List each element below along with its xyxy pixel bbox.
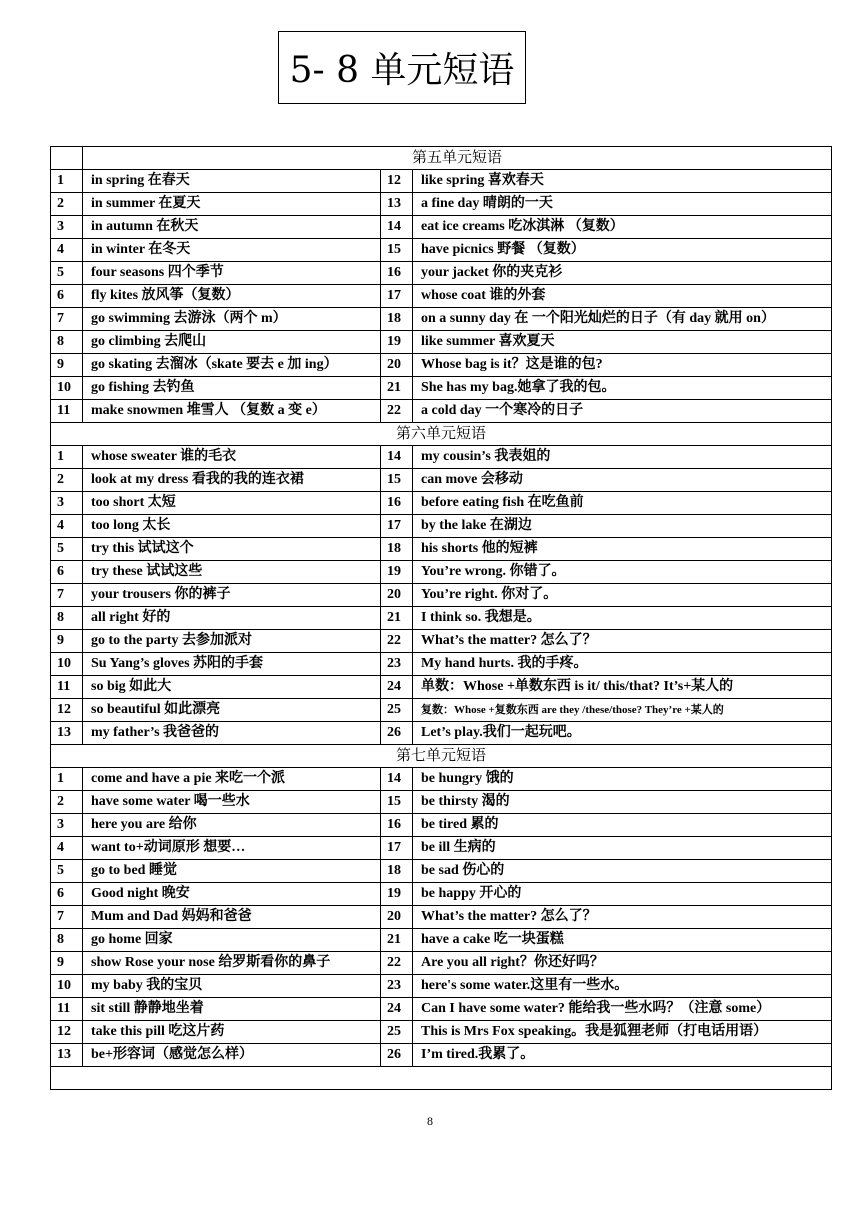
left-phrase: try these 试试这些 <box>83 561 381 584</box>
phrase-row <box>51 929 832 952</box>
right-number: 15 <box>381 239 413 262</box>
left-number: 7 <box>51 308 83 331</box>
right-number: 25 <box>381 1021 413 1044</box>
phrase-row <box>51 906 832 929</box>
phrase-row <box>51 607 832 630</box>
phrase-row <box>51 193 832 216</box>
left-phrase: go home 回家 <box>83 929 381 952</box>
phrase-row <box>51 239 832 262</box>
right-number: 15 <box>381 791 413 814</box>
blank-cell <box>51 147 83 170</box>
right-phrase: by the lake 在湖边 <box>413 515 832 538</box>
left-number: 5 <box>51 262 83 285</box>
blank-cell <box>51 1067 832 1090</box>
left-number: 3 <box>51 814 83 837</box>
right-number: 16 <box>381 492 413 515</box>
right-number: 17 <box>381 285 413 308</box>
left-phrase: sit still 静静地坐着 <box>83 998 381 1021</box>
left-phrase: so big 如此大 <box>83 676 381 699</box>
phrase-row <box>51 975 832 998</box>
right-number: 23 <box>381 653 413 676</box>
left-number: 10 <box>51 975 83 998</box>
phrase-row <box>51 469 832 492</box>
right-phrase: have a cake 吃一块蛋糕 <box>413 929 832 952</box>
left-number: 7 <box>51 906 83 929</box>
right-phrase: can move 会移动 <box>413 469 832 492</box>
phrase-row <box>51 400 832 423</box>
phrase-row <box>51 653 832 676</box>
left-number: 9 <box>51 630 83 653</box>
left-number: 4 <box>51 837 83 860</box>
right-number: 14 <box>381 446 413 469</box>
right-phrase: You’re right. 你对了。 <box>413 584 832 607</box>
left-phrase: in summer 在夏天 <box>83 193 381 216</box>
right-phrase: What’s the matter? 怎么了？ <box>413 906 832 929</box>
right-number: 19 <box>381 561 413 584</box>
phrase-row <box>51 515 832 538</box>
left-phrase: Su Yang’s gloves 苏阳的手套 <box>83 653 381 676</box>
left-number: 11 <box>51 400 83 423</box>
left-phrase: have some water 喝一些水 <box>83 791 381 814</box>
right-number: 17 <box>381 837 413 860</box>
left-phrase: in spring 在春天 <box>83 170 381 193</box>
left-number: 3 <box>51 492 83 515</box>
phrase-row <box>51 768 832 791</box>
phrase-row <box>51 814 832 837</box>
left-phrase: go to bed 睡觉 <box>83 860 381 883</box>
right-number: 13 <box>381 193 413 216</box>
phrase-row <box>51 170 832 193</box>
right-number: 20 <box>381 584 413 607</box>
left-phrase: your trousers 你的裤子 <box>83 584 381 607</box>
right-number: 25 <box>381 699 413 722</box>
left-number: 12 <box>51 699 83 722</box>
right-phrase: on a sunny day 在 一个阳光灿烂的日子（有 day 就用 on） <box>413 308 832 331</box>
left-number: 8 <box>51 607 83 630</box>
phrase-row <box>51 791 832 814</box>
right-phrase: She has my bag.她拿了我的包。 <box>413 377 832 400</box>
right-phrase: whose coat 谁的外套 <box>413 285 832 308</box>
right-number: 15 <box>381 469 413 492</box>
left-number: 5 <box>51 538 83 561</box>
left-phrase: go skating 去溜冰（skate 要去 e 加 ing） <box>83 354 381 377</box>
phrase-row <box>51 1021 832 1044</box>
left-phrase: make snowmen 堆雪人 （复数 a 变 e） <box>83 400 381 423</box>
left-number: 1 <box>51 768 83 791</box>
right-number: 18 <box>381 538 413 561</box>
left-phrase: want to+动词原形 想要… <box>83 837 381 860</box>
left-number: 2 <box>51 469 83 492</box>
right-phrase: My hand hurts. 我的手疼。 <box>413 653 832 676</box>
section-heading-row <box>51 423 832 446</box>
right-phrase: 单数：Whose +单数东西 is it/ this/that? It’s+某人的 <box>413 676 832 699</box>
left-number: 6 <box>51 285 83 308</box>
right-phrase: here's some water.这里有一些水。 <box>413 975 832 998</box>
left-phrase: go climbing 去爬山 <box>83 331 381 354</box>
right-phrase: What’s the matter? 怎么了？ <box>413 630 832 653</box>
left-phrase: in autumn 在秋天 <box>83 216 381 239</box>
left-phrase: show Rose your nose 给罗斯看你的鼻子 <box>83 952 381 975</box>
left-phrase: whose sweater 谁的毛衣 <box>83 446 381 469</box>
phrase-row <box>51 860 832 883</box>
left-number: 3 <box>51 216 83 239</box>
phrase-row <box>51 837 832 860</box>
left-phrase: my father’s 我爸爸的 <box>83 722 381 745</box>
right-number: 20 <box>381 354 413 377</box>
right-phrase: Are you all right？你还好吗？ <box>413 952 832 975</box>
left-number: 1 <box>51 446 83 469</box>
left-number: 6 <box>51 561 83 584</box>
left-number: 12 <box>51 1021 83 1044</box>
phrase-table <box>50 146 832 1090</box>
right-phrase: be ill 生病的 <box>413 837 832 860</box>
phrase-row <box>51 676 832 699</box>
left-number: 4 <box>51 515 83 538</box>
left-number: 5 <box>51 860 83 883</box>
left-phrase: go fishing 去钓鱼 <box>83 377 381 400</box>
right-phrase: a cold day 一个寒冷的日子 <box>413 400 832 423</box>
section-heading: 第五单元短语 <box>83 147 832 170</box>
right-number: 14 <box>381 768 413 791</box>
right-number: 12 <box>381 170 413 193</box>
right-phrase: before eating fish 在吃鱼前 <box>413 492 832 515</box>
phrase-row <box>51 262 832 285</box>
right-phrase: be thirsty 渴的 <box>413 791 832 814</box>
right-number: 22 <box>381 952 413 975</box>
right-phrase: I’m tired.我累了。 <box>413 1044 832 1067</box>
right-number: 16 <box>381 814 413 837</box>
right-phrase: a fine day 晴朗的一天 <box>413 193 832 216</box>
phrase-row <box>51 538 832 561</box>
left-phrase: so beautiful 如此漂亮 <box>83 699 381 722</box>
right-number: 26 <box>381 1044 413 1067</box>
right-phrase: be sad 伤心的 <box>413 860 832 883</box>
left-phrase: be+形容词（感觉怎么样） <box>83 1044 381 1067</box>
phrase-row <box>51 308 832 331</box>
phrase-row <box>51 998 832 1021</box>
left-number: 6 <box>51 883 83 906</box>
right-number: 19 <box>381 331 413 354</box>
right-phrase: like summer 喜欢夏天 <box>413 331 832 354</box>
phrase-row <box>51 285 832 308</box>
phrase-row <box>51 584 832 607</box>
phrase-row <box>51 952 832 975</box>
right-number: 26 <box>381 722 413 745</box>
phrase-row <box>51 1044 832 1067</box>
left-phrase: Good night 晚安 <box>83 883 381 906</box>
right-phrase: This is Mrs Fox speaking。我是狐狸老师（打电话用语） <box>413 1021 832 1044</box>
left-phrase: Mum and Dad 妈妈和爸爸 <box>83 906 381 929</box>
right-number: 21 <box>381 377 413 400</box>
left-phrase: fly kites 放风筝（复数） <box>83 285 381 308</box>
left-number: 2 <box>51 791 83 814</box>
phrase-row <box>51 377 832 400</box>
right-phrase: my cousin’s 我表姐的 <box>413 446 832 469</box>
left-phrase: try this 试试这个 <box>83 538 381 561</box>
left-phrase: too short 太短 <box>83 492 381 515</box>
left-phrase: go swimming 去游泳（两个 m） <box>83 308 381 331</box>
right-number: 21 <box>381 929 413 952</box>
right-number: 21 <box>381 607 413 630</box>
left-phrase: too long 太长 <box>83 515 381 538</box>
left-phrase: look at my dress 看我的我的连衣裙 <box>83 469 381 492</box>
phrase-row <box>51 722 832 745</box>
right-number: 20 <box>381 906 413 929</box>
left-phrase: four seasons 四个季节 <box>83 262 381 285</box>
left-number: 8 <box>51 331 83 354</box>
phrase-row <box>51 630 832 653</box>
left-phrase: all right 好的 <box>83 607 381 630</box>
right-phrase: be happy 开心的 <box>413 883 832 906</box>
left-number: 13 <box>51 722 83 745</box>
left-phrase: go to the party 去参加派对 <box>83 630 381 653</box>
right-phrase: your jacket 你的夹克衫 <box>413 262 832 285</box>
left-number: 8 <box>51 929 83 952</box>
right-number: 18 <box>381 860 413 883</box>
right-phrase: Let’s play.我们一起玩吧。 <box>413 722 832 745</box>
phrase-row <box>51 699 832 722</box>
right-number: 22 <box>381 400 413 423</box>
right-number: 18 <box>381 308 413 331</box>
phrase-row <box>51 446 832 469</box>
right-phrase: 复数：Whose +复数东西 are they /these/those? They’re +某人的 <box>413 699 832 722</box>
right-phrase: like spring 喜欢春天 <box>413 170 832 193</box>
left-number: 10 <box>51 377 83 400</box>
right-phrase: You’re wrong. 你错了。 <box>413 561 832 584</box>
phrase-row <box>51 354 832 377</box>
phrase-row <box>51 883 832 906</box>
right-number: 17 <box>381 515 413 538</box>
left-phrase: in winter 在冬天 <box>83 239 381 262</box>
right-phrase: I think so. 我想是。 <box>413 607 832 630</box>
right-phrase: be hungry 饿的 <box>413 768 832 791</box>
left-number: 9 <box>51 354 83 377</box>
section-heading: 第六单元短语 <box>51 423 832 446</box>
phrase-row <box>51 492 832 515</box>
phrase-row <box>51 216 832 239</box>
right-phrase: eat ice creams 吃冰淇淋 （复数） <box>413 216 832 239</box>
right-number: 22 <box>381 630 413 653</box>
left-phrase: take this pill 吃这片药 <box>83 1021 381 1044</box>
left-phrase: come and have a pie 来吃一个派 <box>83 768 381 791</box>
left-phrase: my baby 我的宝贝 <box>83 975 381 998</box>
right-phrase: his shorts 他的短裤 <box>413 538 832 561</box>
left-number: 7 <box>51 584 83 607</box>
right-number: 24 <box>381 998 413 1021</box>
right-number: 24 <box>381 676 413 699</box>
section-heading-row <box>51 147 832 170</box>
section-heading-row <box>51 745 832 768</box>
left-number: 13 <box>51 1044 83 1067</box>
right-phrase: Can I have some water? 能给我一些水吗？（注意 some） <box>413 998 832 1021</box>
left-number: 2 <box>51 193 83 216</box>
page-number: 8 <box>427 1114 433 1128</box>
right-number: 14 <box>381 216 413 239</box>
right-number: 16 <box>381 262 413 285</box>
left-number: 11 <box>51 998 83 1021</box>
left-number: 10 <box>51 653 83 676</box>
left-number: 1 <box>51 170 83 193</box>
right-number: 19 <box>381 883 413 906</box>
left-number: 4 <box>51 239 83 262</box>
phrase-row <box>51 331 832 354</box>
phrase-row <box>51 561 832 584</box>
left-number: 11 <box>51 676 83 699</box>
right-phrase: be tired 累的 <box>413 814 832 837</box>
blank-row <box>51 1067 832 1090</box>
section-heading: 第七单元短语 <box>51 745 832 768</box>
right-phrase: have picnics 野餐 （复数） <box>413 239 832 262</box>
right-number: 23 <box>381 975 413 998</box>
page-title: 5- 8 单元短语 <box>278 31 526 104</box>
right-phrase: Whose bag is it？这是谁的包? <box>413 354 832 377</box>
left-number: 9 <box>51 952 83 975</box>
left-phrase: here you are 给你 <box>83 814 381 837</box>
